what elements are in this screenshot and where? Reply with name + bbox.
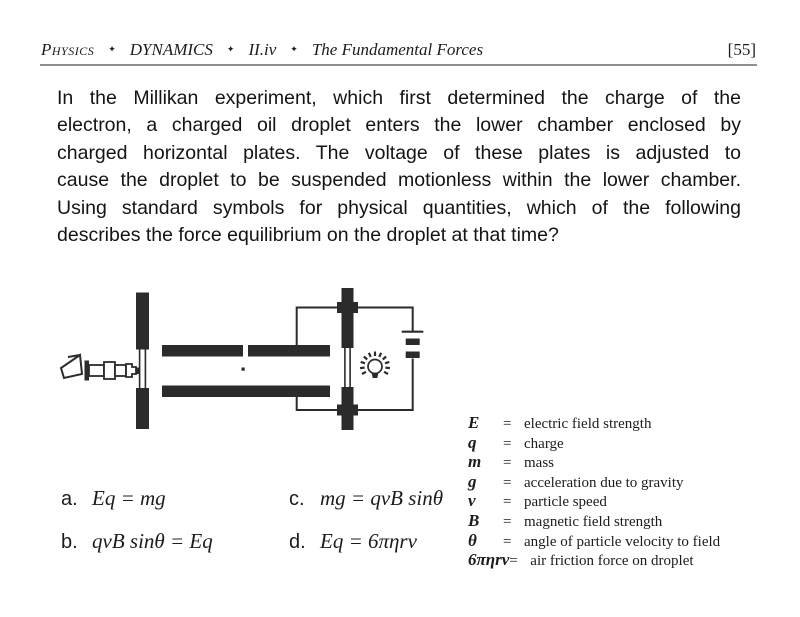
bottom-plate <box>162 386 330 398</box>
question-line: describes the force equilibrium on the droplet at that time? <box>57 224 559 247</box>
option-letter: a. <box>61 488 78 510</box>
equals-sign: = <box>503 416 512 432</box>
page-header <box>41 40 756 60</box>
equals-sign: = <box>503 513 512 530</box>
question-line: charged horizontal plates. The voltage of these plates is adjusted to <box>57 141 741 164</box>
topic-title: The Fundamental Forces <box>311 40 484 59</box>
battery-icon <box>406 339 420 359</box>
legend-symbol: g <box>468 471 477 491</box>
equals-sign: = <box>503 494 512 511</box>
option-letter: b. <box>61 531 78 553</box>
option-formula: Eq = mg <box>92 486 166 510</box>
legend-row <box>468 491 720 511</box>
legend-symbol: q <box>468 432 477 452</box>
legend-symbol: v <box>468 491 476 511</box>
legend-symbol: B <box>468 510 480 530</box>
answer-options <box>61 486 443 555</box>
viewing-wall <box>337 288 358 430</box>
legend-description: air friction force on droplet <box>530 553 694 570</box>
legend-symbol: E <box>468 413 480 432</box>
light-bulb-icon <box>360 352 390 379</box>
legend-description: electric field strength <box>524 416 652 432</box>
equals-sign: = <box>503 455 512 472</box>
legend-description: angle of particle velocity to field <box>524 533 721 550</box>
option-letter: c. <box>289 488 305 510</box>
legend-symbol: θ <box>468 530 477 550</box>
top-plate-right <box>248 345 330 357</box>
legend-row <box>468 531 720 551</box>
diamond-icon: ✦ <box>226 43 235 54</box>
option-c <box>289 486 443 512</box>
question-line: electron, a charged oil droplet enters the lower chamber enclosed by <box>57 114 741 137</box>
legend-row <box>468 413 720 433</box>
header-rule <box>40 64 757 66</box>
legend-row <box>468 472 720 492</box>
legend-description: particle speed <box>524 494 607 511</box>
legend-symbol: 6πηrv <box>468 550 510 570</box>
equals-sign: = <box>503 435 512 452</box>
legend-row <box>468 433 720 453</box>
option-formula: qvB sinθ = Eq <box>92 529 213 553</box>
legend-description: mass <box>524 455 554 472</box>
option-formula: Eq = 6πηrv <box>320 529 417 553</box>
equals-sign: = <box>503 474 512 491</box>
question-text <box>57 85 741 249</box>
legend-description: magnetic field strength <box>524 513 663 530</box>
legend-symbol: m <box>468 452 482 472</box>
question-line: Using standard symbols for physical quantities, which of the following <box>57 196 741 219</box>
section-title: DYNAMICS <box>129 40 213 59</box>
top-plate-left <box>162 345 243 357</box>
equals-sign: = <box>509 553 518 570</box>
legend-row <box>468 511 720 531</box>
course-title: Physics <box>41 40 95 59</box>
legend-description: charge <box>524 435 564 452</box>
subsection-label: II.iv <box>248 40 277 59</box>
diamond-icon: ✦ <box>108 43 116 54</box>
question-line: cause the droplet to be suspended motionless within the lower chamber. <box>57 169 741 192</box>
option-formula: mg = qvB sinθ <box>320 486 444 510</box>
option-a <box>61 486 289 512</box>
option-letter: d. <box>289 531 306 553</box>
atomizer-icon <box>61 355 139 381</box>
option-b <box>61 529 289 555</box>
page-number: [55] <box>727 40 756 59</box>
diamond-icon: ✦ <box>290 43 298 54</box>
legend-description: acceleration due to gravity <box>524 474 684 491</box>
option-d <box>289 529 443 555</box>
symbol-legend <box>468 413 720 570</box>
legend-row <box>468 452 720 472</box>
question-line: In the Millikan experiment, which first determined the charge of the <box>57 87 741 109</box>
entry-wall <box>136 293 149 430</box>
millikan-apparatus-diagram <box>55 283 435 433</box>
legend-row <box>468 550 720 570</box>
oil-droplet-icon <box>242 368 245 371</box>
equals-sign: = <box>503 533 512 550</box>
